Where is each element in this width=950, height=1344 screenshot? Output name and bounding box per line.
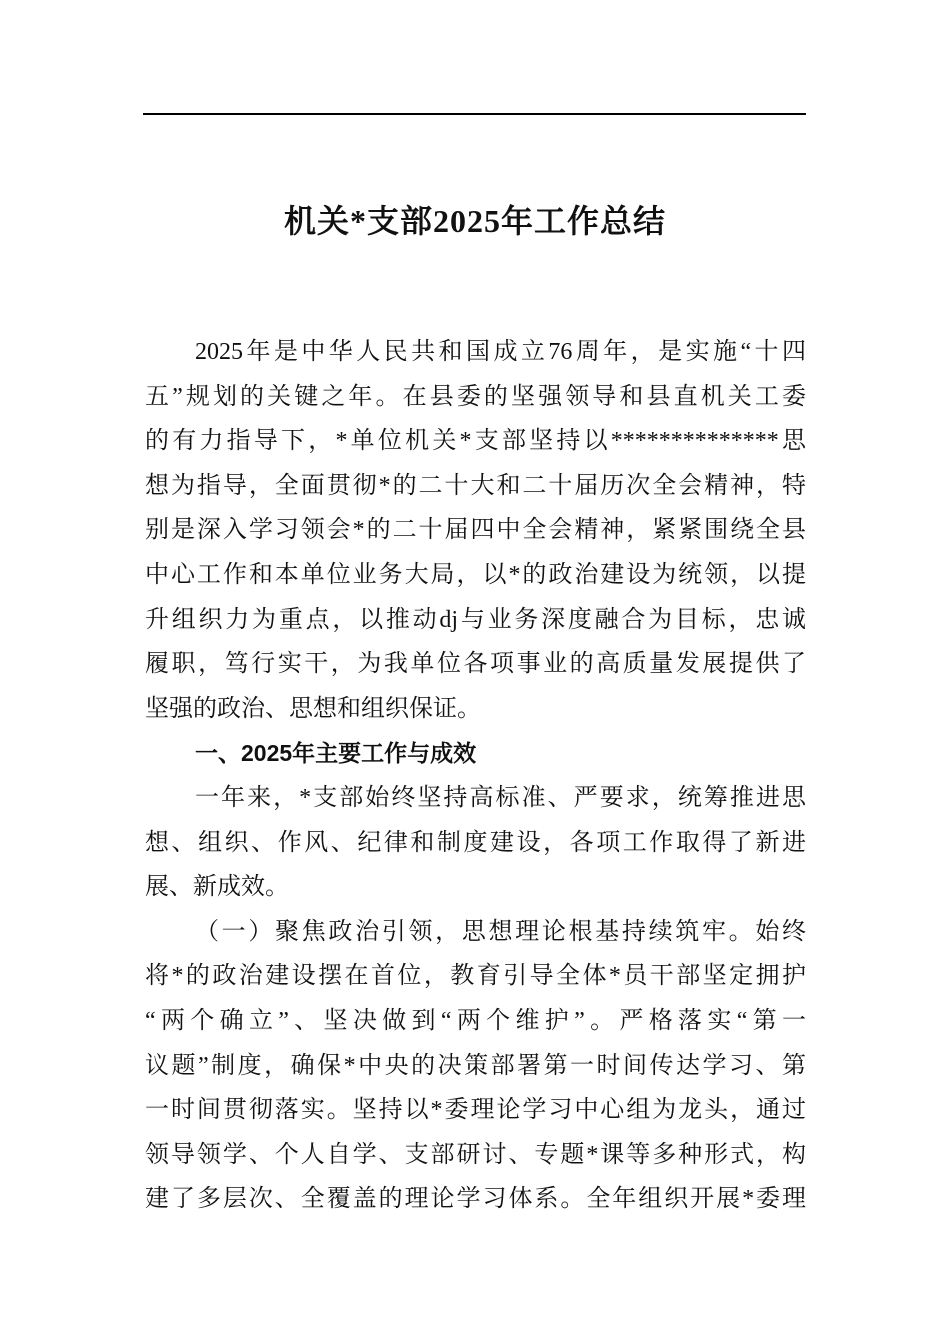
- subsection-line: （一）聚焦政治引领，思想理论根基持续筑牢。始终: [195, 918, 806, 945]
- intro-line: 履职，笃行实干，为我单位各项事业的高质量发展提供了: [145, 651, 806, 678]
- intro-line: 中心工作和本单位业务大局，以*的政治建设为统领，以提: [145, 561, 806, 588]
- section-line: 展、新成效。: [145, 874, 289, 901]
- document-body: [145, 330, 806, 1222]
- section-heading: 一、2025年主要工作与成效: [195, 740, 477, 767]
- subsection-line: “两个确立”、坚决做到“两个维护”。严格落实“第一: [145, 1007, 806, 1034]
- subsection-line: 领导领学、个人自学、支部研讨、专题*课等多种形式，构: [145, 1141, 806, 1168]
- header-rule: [143, 113, 806, 115]
- intro-line: 五”规划的关键之年。在县委的坚强领导和县直机关工委: [145, 383, 806, 410]
- section-line: 一年来，*支部始终坚持高标准、严要求，统筹推进思: [195, 784, 806, 811]
- intro-line: 坚强的政治、思想和组织保证。: [145, 695, 481, 722]
- intro-line: 别是深入学习领会*的二十届四中全会精神，紧紧围绕全县: [145, 517, 806, 544]
- subsection-line: 议题”制度，确保*中央的决策部署第一时间传达学习、第: [145, 1052, 806, 1079]
- section-line: 想、组织、作风、纪律和制度建设，各项工作取得了新进: [145, 829, 806, 856]
- document-title: 机关*支部2025年工作总结: [283, 203, 666, 239]
- subsection-line: 建了多层次、全覆盖的理论学习体系。全年组织开展*委理: [145, 1186, 806, 1213]
- intro-line: 升组织力为重点，以推动dj与业务深度融合为目标，忠诚: [145, 606, 806, 633]
- intro-line: 想为指导，全面贯彻*的二十大和二十届历次全会精神，特: [145, 472, 806, 499]
- intro-line: 的有力指导下，*单位机关*支部坚持以**************思: [145, 428, 806, 455]
- intro-line: 2025年是中华人民共和国成立76周年，是实施“十四: [195, 339, 806, 365]
- subsection-line: 一时间贯彻落实。坚持以*委理论学习中心组为龙头，通过: [145, 1097, 806, 1124]
- subsection-line: 将*的政治建设摆在首位，教育引导全体*员干部坚定拥护: [145, 963, 806, 990]
